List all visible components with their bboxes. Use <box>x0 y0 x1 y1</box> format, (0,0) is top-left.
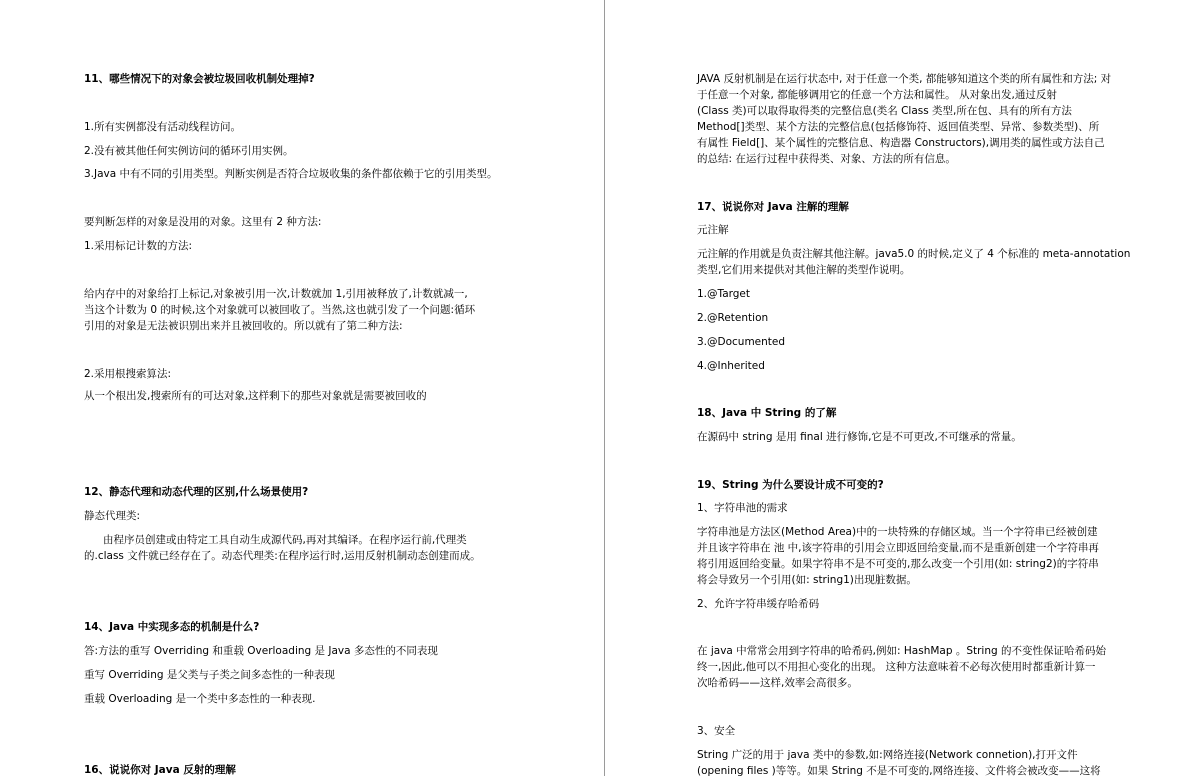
q19-sub-2: 2、允许字符串缓存哈希码 <box>697 598 820 610</box>
q19-sub-1-line-3: 将引用返回给变量。如果字符串不是不可变的,那么改变一个引用(如: string2)的字符串 <box>697 558 1099 570</box>
q14-line-1: 答:方法的重写 Overriding 和重载 Overloading 是 Java 多态性的不同表现 <box>84 645 438 657</box>
q19-sub-3: 3、安全 <box>697 725 736 737</box>
q19-heading: 19、String 为什么要设计成不可变的? <box>697 479 884 491</box>
q19-sub-2-line-1: 在 java 中常常会用到字符串的哈希码,例如: HashMap 。String 的不变性保证哈希码始 <box>697 645 1107 657</box>
q11-item-3: 3.Java 中有不同的引用类型。判断实例是否符合垃圾收集的条件都依赖于它的引用类型。 <box>84 168 498 180</box>
q19-sub-1-line-2: 并且该字符串在 池 中,该字符串的引用会立即返回给变量,而不是重新创建一个字符串再 <box>697 542 1099 554</box>
q19-sub-3-line-1: String 广泛的用于 java 类中的参数,如:网络连接(Network connetion),打开文件 <box>697 749 1078 761</box>
q16-heading: 16、说说你对 Java 反射的理解 <box>84 764 236 776</box>
page-divider <box>604 0 605 776</box>
q11-item-1: 1.所有实例都没有活动线程访问。 <box>84 121 242 133</box>
q19-sub-3-line-2: (opening files )等等。如果 String 不是不可变的,网络连接、文件将会被改变——这将 <box>697 765 1101 777</box>
q14-line-2: 重写 Overriding 是父类与子类之间多态性的一种表现 <box>84 669 335 681</box>
q11-method-2-desc: 从一个根出发,搜索所有的可达对象,这样剩下的那些对象就是需要被回收的 <box>84 390 427 402</box>
q17-item-4: 4.@Inherited <box>697 360 765 372</box>
q11-method-1-line-1: 给内存中的对象给打上标记,对象被引用一次,计数就加 1,引用被释放了,计数就减一, <box>84 288 468 300</box>
q17-meta-label: 元注解 <box>697 224 729 236</box>
reflection-line-2: 于任意一个对象, 都能够调用它的任意一个方法和属性。 从对象出发,通过反射 <box>697 89 1057 101</box>
q19-sub-2-line-2: 终一,因此,他可以不用担心变化的出现。 这种方法意味着不必每次使用时都重新计算一 <box>697 661 1096 673</box>
reflection-line-5: 有属性 Field[]、某个属性的完整信息、构造器 Constructors),调用类的属性或方法自己 <box>697 137 1105 149</box>
reflection-line-4: Method[]类型、某个方法的完整信息(包括修饰符、返回值类型、异常、参数类型)、所 <box>697 121 1100 133</box>
q14-heading: 14、Java 中实现多态的机制是什么? <box>84 621 260 633</box>
q17-item-2: 2.@Retention <box>697 312 769 324</box>
q11-methods-intro: 要判断怎样的对象是没用的对象。这里有 2 种方法: <box>84 216 322 228</box>
q18-heading: 18、Java 中 String 的了解 <box>697 407 837 419</box>
q11-item-2: 2.没有被其他任何实例访问的循环引用实例。 <box>84 145 294 157</box>
q11-method-2: 2.采用根搜索算法: <box>84 368 172 380</box>
q17-heading: 17、说说你对 Java 注解的理解 <box>697 201 849 213</box>
q17-item-1: 1.@Target <box>697 288 751 300</box>
reflection-line-3: (Class 类)可以取得取得类的完整信息(类名 Class 类型,所在包、具有的所有方法 <box>697 105 1072 117</box>
q17-desc-line-2: 类型,它们用来提供对其他注解的类型作说明。 <box>697 264 911 276</box>
q19-sub-1-line-4: 将会导致另一个引用(如: string1)出现脏数据。 <box>697 574 917 586</box>
q19-sub-1-line-1: 字符串池是方法区(Method Area)中的一块特殊的存储区域。当一个字符串已经被创建 <box>697 526 1098 538</box>
q12-static-label: 静态代理类: <box>84 510 141 522</box>
q11-method-1-line-2: 当这个计数为 0 的时候,这个对象就可以被回收了。当然,这也就引发了一个问题:循环 <box>84 304 476 316</box>
reflection-line-6: 的总结: 在运行过程中获得类、对象、方法的所有信息。 <box>697 153 956 165</box>
reflection-line-1: JAVA 反射机制是在运行状态中, 对于任意一个类, 都能够知道这个类的所有属性和方法; 对 <box>697 73 1112 85</box>
q11-method-1-line-3: 引用的对象是无法被识别出来并且被回收的。所以就有了第二种方法: <box>84 320 403 332</box>
q17-desc-line-1: 元注解的作用就是负责注解其他注解。java5.0 的时候,定义了 4 个标准的 meta-annotation <box>697 248 1131 260</box>
q14-line-3: 重载 Overloading 是一个类中多态性的一种表现. <box>84 693 316 705</box>
q11-method-1: 1.采用标记计数的方法: <box>84 240 193 252</box>
q18-desc: 在源码中 string 是用 final 进行修饰,它是不可更改,不可继承的常量。 <box>697 431 1022 443</box>
q19-sub-2-line-3: 次哈希码——这样,效率会高很多。 <box>697 677 858 689</box>
q11-heading: 11、哪些情况下的对象会被垃圾回收机制处理掉? <box>84 73 315 85</box>
q12-desc-line-1: 由程序员创建或由特定工具自动生成源代码,再对其编译。在程序运行前,代理类 <box>103 534 467 546</box>
q19-sub-1: 1、字符串池的需求 <box>697 502 788 514</box>
q17-item-3: 3.@Documented <box>697 336 786 348</box>
q12-heading: 12、静态代理和动态代理的区别,什么场景使用? <box>84 486 309 498</box>
q12-desc-line-2: 的.class 文件就已经存在了。动态代理类:在程序运行时,运用反射机制动态创建而成。 <box>84 550 481 562</box>
